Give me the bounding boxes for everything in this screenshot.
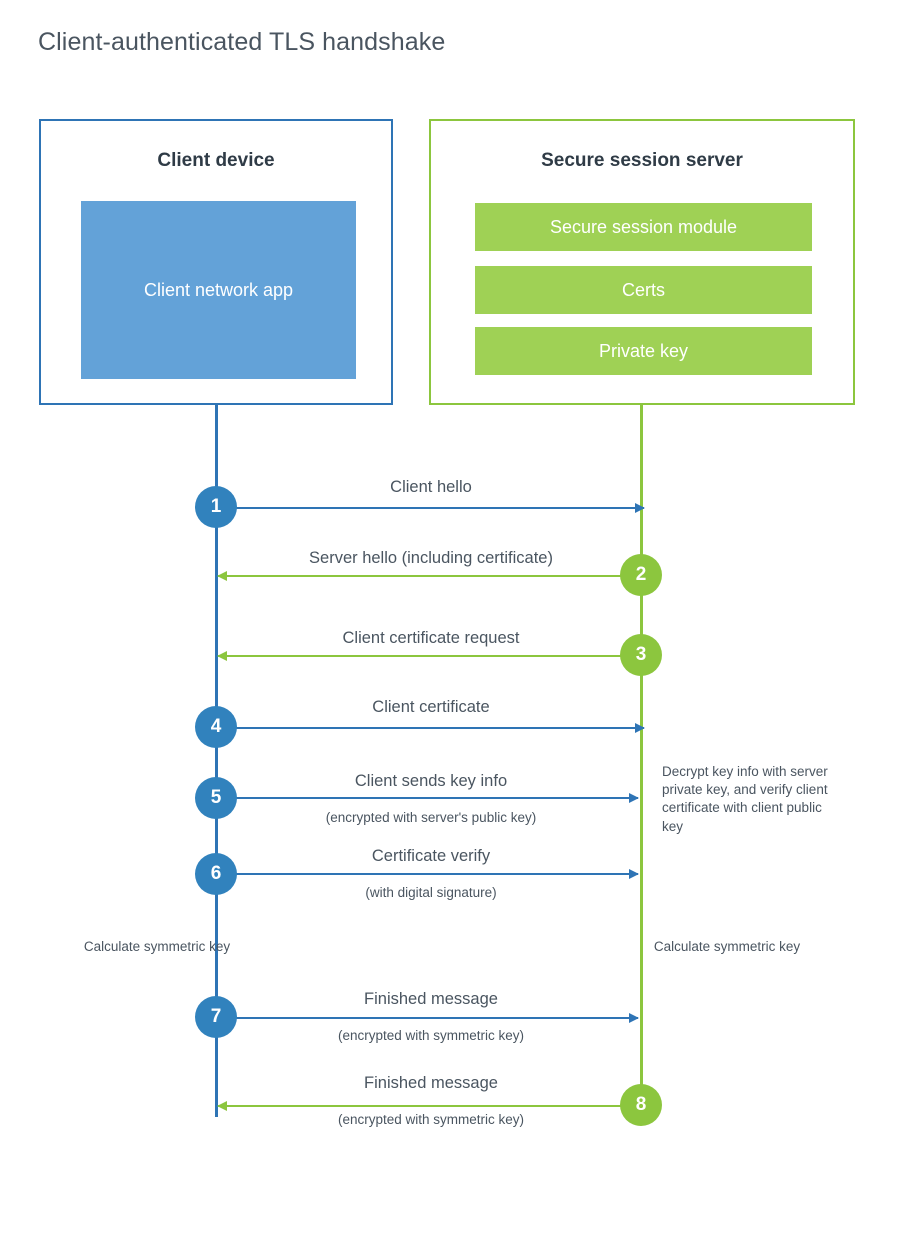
arrow-head-icon	[635, 503, 645, 513]
arrow-head-icon	[217, 571, 227, 581]
page-title: Client-authenticated TLS handshake	[38, 28, 446, 56]
client-device-box	[39, 119, 393, 405]
step-badge-8: 8	[620, 1084, 662, 1126]
secure-session-server-box	[429, 119, 855, 405]
server-component-certs: Certs	[475, 266, 812, 314]
arrow-shaft	[218, 1017, 638, 1019]
arrow-step-5	[218, 797, 638, 799]
arrow-step-6	[218, 873, 638, 875]
arrow-shaft	[218, 507, 644, 509]
arrow-shaft	[218, 575, 622, 577]
arrow-shaft	[218, 727, 644, 729]
arrow-step-8	[218, 1105, 622, 1107]
step-badge-1: 1	[195, 486, 237, 528]
sublabel-step-6: (with digital signature)	[365, 885, 497, 900]
arrow-step-7	[218, 1017, 638, 1019]
note-client-symmetric-key: Calculate symmetric key	[83, 939, 231, 954]
client-network-app-block: Client network app	[81, 201, 356, 379]
sublabel-step-7: (encrypted with symmetric key)	[337, 1028, 525, 1043]
step-badge-5: 5	[195, 777, 237, 819]
arrow-step-1	[218, 507, 644, 509]
arrow-step-3	[218, 655, 622, 657]
step-badge-2: 2	[620, 554, 662, 596]
arrow-shaft	[218, 1105, 622, 1107]
label-step-5: Client sends key info	[354, 772, 508, 790]
label-step-6: Certificate verify	[371, 847, 491, 865]
sublabel-step-5: (encrypted with server's public key)	[325, 810, 537, 825]
arrow-head-icon	[629, 793, 639, 803]
arrow-shaft	[218, 797, 638, 799]
server-component-private-key: Private key	[475, 327, 812, 375]
step-badge-3: 3	[620, 634, 662, 676]
step-badge-7: 7	[195, 996, 237, 1038]
arrow-head-icon	[217, 651, 227, 661]
secure-session-server-title: Secure session server	[541, 150, 743, 171]
arrow-head-icon	[217, 1101, 227, 1111]
arrow-step-2	[218, 575, 622, 577]
label-step-2: Server hello (including certificate)	[309, 549, 553, 567]
arrow-step-4	[218, 727, 644, 729]
step-badge-4: 4	[195, 706, 237, 748]
label-step-7: Finished message	[364, 990, 498, 1008]
note-server-symmetric-key: Calculate symmetric key	[653, 939, 801, 954]
label-step-8: Finished message	[364, 1074, 498, 1092]
arrow-head-icon	[629, 869, 639, 879]
note-server-decrypt: Decrypt key info with server private key, and verify client certificate with client public key	[662, 764, 828, 834]
label-step-4: Client certificate	[372, 698, 490, 716]
server-component-secure-session-module: Secure session module	[475, 203, 812, 251]
arrow-head-icon	[635, 723, 645, 733]
client-device-title: Client device	[157, 150, 275, 171]
sublabel-step-8: (encrypted with symmetric key)	[337, 1112, 525, 1127]
label-step-3: Client certificate request	[342, 629, 520, 647]
label-step-1: Client hello	[390, 478, 472, 496]
arrow-shaft	[218, 873, 638, 875]
arrow-shaft	[218, 655, 622, 657]
step-badge-6: 6	[195, 853, 237, 895]
arrow-head-icon	[629, 1013, 639, 1023]
